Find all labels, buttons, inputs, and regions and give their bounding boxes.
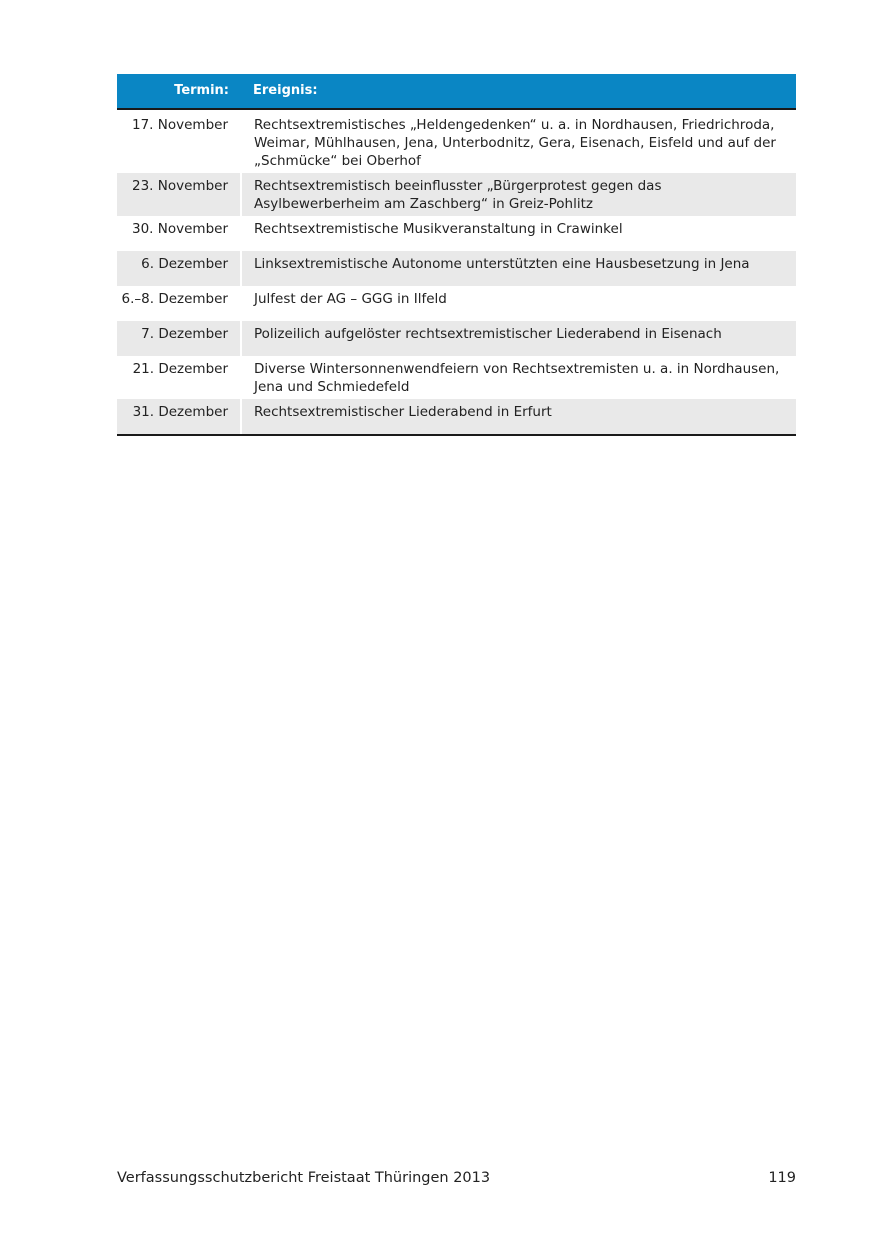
row-date: 30. November: [132, 221, 228, 237]
row-date: 31. Dezember: [117, 399, 241, 435]
row-event: Rechtsextremistische Musikveranstaltung in Crawinkel: [241, 216, 796, 251]
row-date: 21. Dezember: [132, 361, 228, 377]
events-table: [117, 74, 796, 436]
table-row: [117, 109, 796, 173]
header-event: Ereignis:: [241, 74, 796, 109]
page-number: 119: [768, 1170, 796, 1186]
row-date: 6.–8. Dezember: [121, 291, 228, 307]
table-row: [117, 216, 796, 251]
table-row: [117, 399, 796, 435]
row-date: 17. November: [132, 117, 228, 133]
table-row: [117, 286, 796, 321]
row-event: Rechtsextremistisches „Heldengedenken“ u. a. in Nordhausen, Friedrichroda, Weimar, Mühlhausen, Jena, Unterbodnitz, Gera, Eisenach, Eisfeld und auf der „Schmücke“ bei Oberhof: [241, 109, 796, 173]
row-date: 6. Dezember: [117, 251, 241, 286]
row-event: Diverse Wintersonnenwendfeiern von Rechtsextremisten u. a. in Nordhausen, Jena und Schmiedefeld: [241, 356, 796, 399]
table-row: [117, 321, 796, 356]
header-date: Termin:: [117, 74, 241, 109]
row-event: Julfest der AG – GGG in Ilfeld: [241, 286, 796, 321]
footer-title: Verfassungsschutzbericht Freistaat Thüringen 2013: [117, 1170, 491, 1186]
row-event: Rechtsextremistischer Liederabend in Erfurt: [241, 399, 796, 435]
table-row: [117, 356, 796, 399]
row-date: 23. November: [117, 173, 241, 216]
table-header-row: [117, 74, 796, 109]
row-event: Polizeilich aufgelöster rechtsextremistischer Liederabend in Eisenach: [241, 321, 796, 356]
table-row: [117, 251, 796, 286]
row-date: 7. Dezember: [117, 321, 241, 356]
row-event: Linksextremistische Autonome unterstützten eine Hausbesetzung in Jena: [241, 251, 796, 286]
table-row: [117, 173, 796, 216]
row-event: Rechtsextremistisch beeinflusster „Bürgerprotest gegen das Asylbewerberheim am Zaschberg“ in Greiz-Pohlitz: [241, 173, 796, 216]
